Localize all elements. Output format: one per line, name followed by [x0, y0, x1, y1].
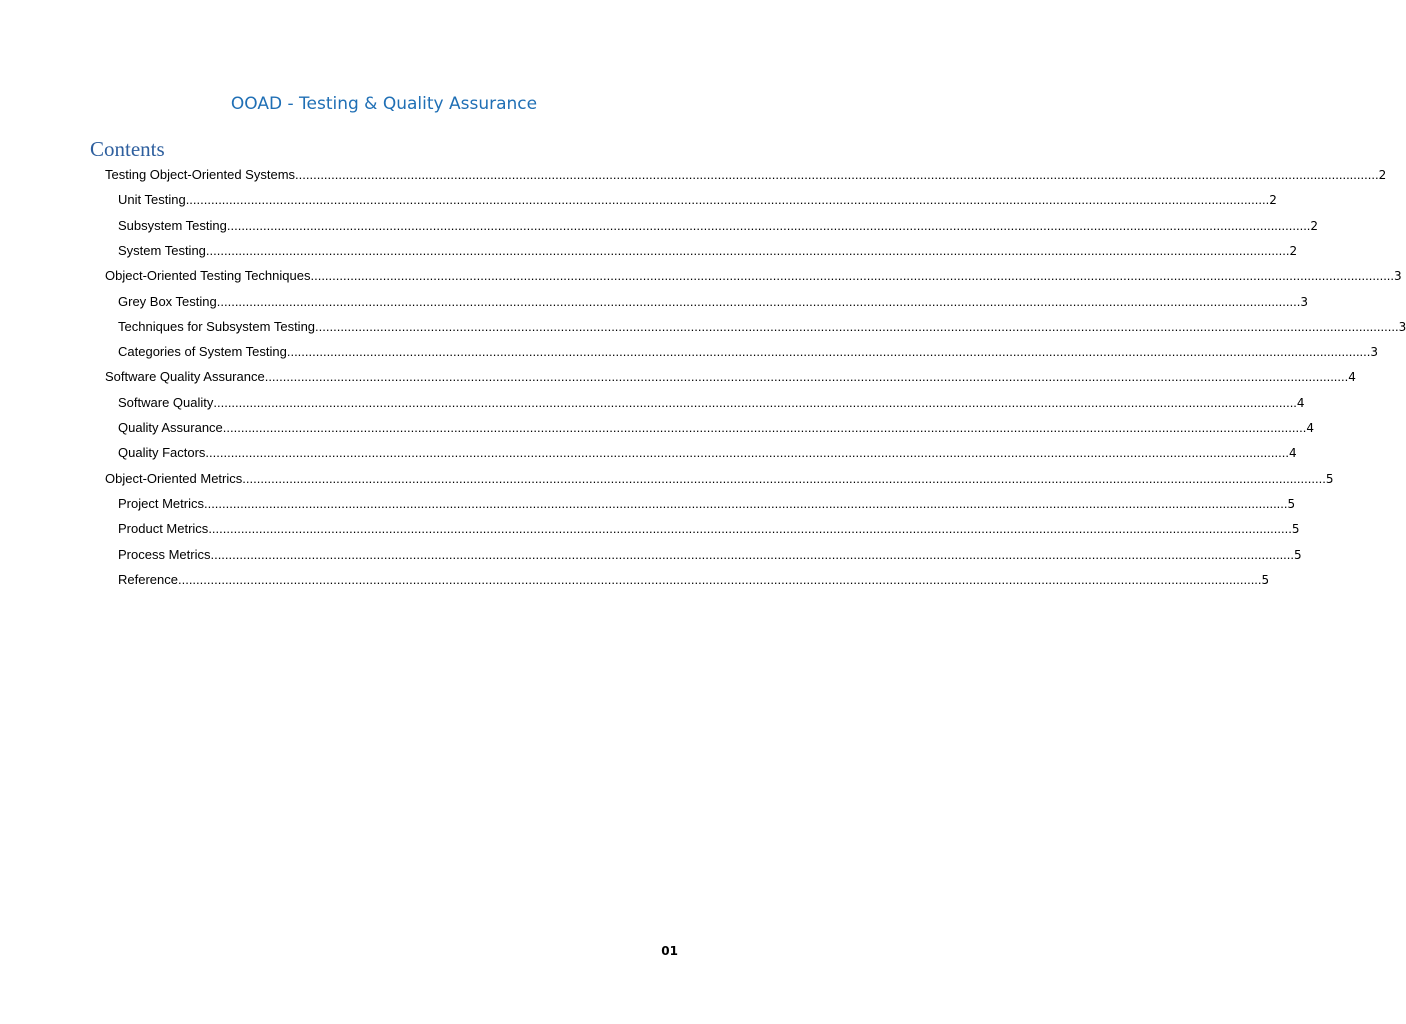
toc-entry[interactable] — [118, 543, 1302, 563]
toc-entry-label: Process Metrics — [118, 546, 211, 562]
toc-entry-page: 3 — [1394, 269, 1402, 284]
toc-entry-label: Object-Oriented Testing Techniques — [105, 268, 311, 284]
toc-entry-label: Software Quality — [118, 394, 214, 410]
toc-entry-label: Grey Box Testing — [118, 293, 217, 309]
toc-dot-leader: ............................................................................................................................................................................................................................................................................................................ — [242, 470, 1326, 486]
toc-entry-label: Techniques for Subsystem Testing — [118, 318, 316, 334]
toc-entry[interactable] — [118, 290, 1308, 310]
toc-entry-label: Object-Oriented Metrics — [105, 470, 243, 486]
toc-entry-page: 3 — [1370, 345, 1379, 360]
toc-dot-leader: ............................................................................................................................................................................................................................................................................................................ — [203, 495, 1288, 511]
toc-entry-label: Product Metrics — [118, 521, 209, 537]
toc-entry-page: 4 — [1348, 370, 1356, 385]
toc-dot-leader: ............................................................................................................................................................................................................................................................................................................ — [205, 445, 1289, 461]
document-title: OOAD - Testing & Quality Assurance — [230, 94, 538, 114]
toc-dot-leader: ............................................................................................................................................................................................................................................................................................................ — [177, 571, 1262, 587]
toc-entry[interactable] — [118, 214, 1319, 234]
toc-dot-leader: ............................................................................................................................................................................................................................................................................................................ — [213, 394, 1297, 410]
toc-entry-label: Categories of System Testing — [118, 344, 287, 360]
toc-entry[interactable] — [105, 365, 1356, 385]
toc-entry-label: Unit Testing — [118, 192, 186, 208]
toc-dot-leader: ............................................................................................................................................................................................................................................................................................................ — [205, 242, 1290, 258]
toc-dot-leader: ............................................................................................................................................................................................................................................................................................................ — [295, 167, 1379, 182]
toc-entry-page: 2 — [1269, 193, 1277, 208]
toc-entry-page: 5 — [1325, 471, 1334, 486]
toc-dot-leader: ............................................................................................................................................................................................................................................................................................................ — [286, 344, 1371, 360]
toc-entry-page: 5 — [1261, 572, 1270, 587]
toc-dot-leader: ............................................................................................................................................................................................................................................................................................................ — [222, 420, 1307, 435]
toc-entry-label: Software Quality Assurance — [105, 369, 265, 385]
toc-entry-label: Subsystem Testing — [118, 217, 227, 233]
toc-entry-page: 3 — [1398, 319, 1406, 334]
toc-entry-page: 2 — [1310, 218, 1319, 233]
toc-entry[interactable] — [118, 517, 1300, 537]
toc-entry-label: Quality Assurance — [118, 420, 223, 435]
toc-entry[interactable] — [118, 568, 1270, 588]
toc-entry[interactable] — [118, 416, 1314, 436]
toc-dot-leader: ............................................................................................................................................................................................................................................................................................................ — [210, 546, 1295, 562]
toc-entry[interactable] — [105, 467, 1334, 487]
toc-entry-page: 3 — [1300, 294, 1308, 309]
page-number: 01 — [661, 944, 678, 958]
toc-entry-page: 5 — [1291, 522, 1300, 537]
toc-entry[interactable] — [118, 391, 1305, 411]
toc-entry-page: 2 — [1378, 168, 1387, 182]
toc-entry-page: 4 — [1296, 395, 1305, 410]
toc-entry-label: Reference — [118, 571, 178, 587]
toc-entry[interactable] — [105, 264, 1402, 284]
toc-dot-leader: ............................................................................................................................................................................................................................................................................................................ — [264, 369, 1349, 385]
toc-entry-label: Project Metrics — [118, 495, 204, 511]
toc-entry[interactable] — [118, 441, 1297, 461]
toc-entry[interactable] — [105, 163, 1387, 183]
toc-dot-leader: ............................................................................................................................................................................................................................................................................................................ — [315, 318, 1399, 334]
toc-entry-page: 2 — [1289, 243, 1298, 258]
toc-dot-leader: ............................................................................................................................................................................................................................................................................................................ — [216, 293, 1301, 309]
toc-dot-leader: ............................................................................................................................................................................................................................................................................................................ — [226, 217, 1311, 233]
toc-entry-page: 4 — [1306, 421, 1314, 435]
toc-entry-page: 5 — [1287, 496, 1296, 511]
toc-dot-leader: ............................................................................................................................................................................................................................................................................................................ — [208, 521, 1292, 537]
toc-entry-page: 4 — [1288, 446, 1297, 461]
toc-entry-label: Testing Object-Oriented Systems — [105, 167, 296, 182]
toc-entry-label: System Testing — [118, 242, 206, 258]
toc-entry[interactable] — [118, 492, 1296, 512]
toc-dot-leader: ............................................................................................................................................................................................................................................................................................................ — [310, 268, 1395, 284]
toc-entry[interactable] — [118, 239, 1298, 259]
toc-entry[interactable] — [118, 315, 1406, 335]
toc-dot-leader: ............................................................................................................................................................................................................................................................................................................ — [185, 192, 1270, 208]
toc-entry-page: 5 — [1294, 547, 1302, 562]
contents-heading: Contents — [90, 137, 165, 161]
toc-entry[interactable] — [118, 340, 1379, 360]
toc-entry-label: Quality Factors — [118, 445, 206, 461]
toc-entry[interactable] — [118, 188, 1277, 208]
